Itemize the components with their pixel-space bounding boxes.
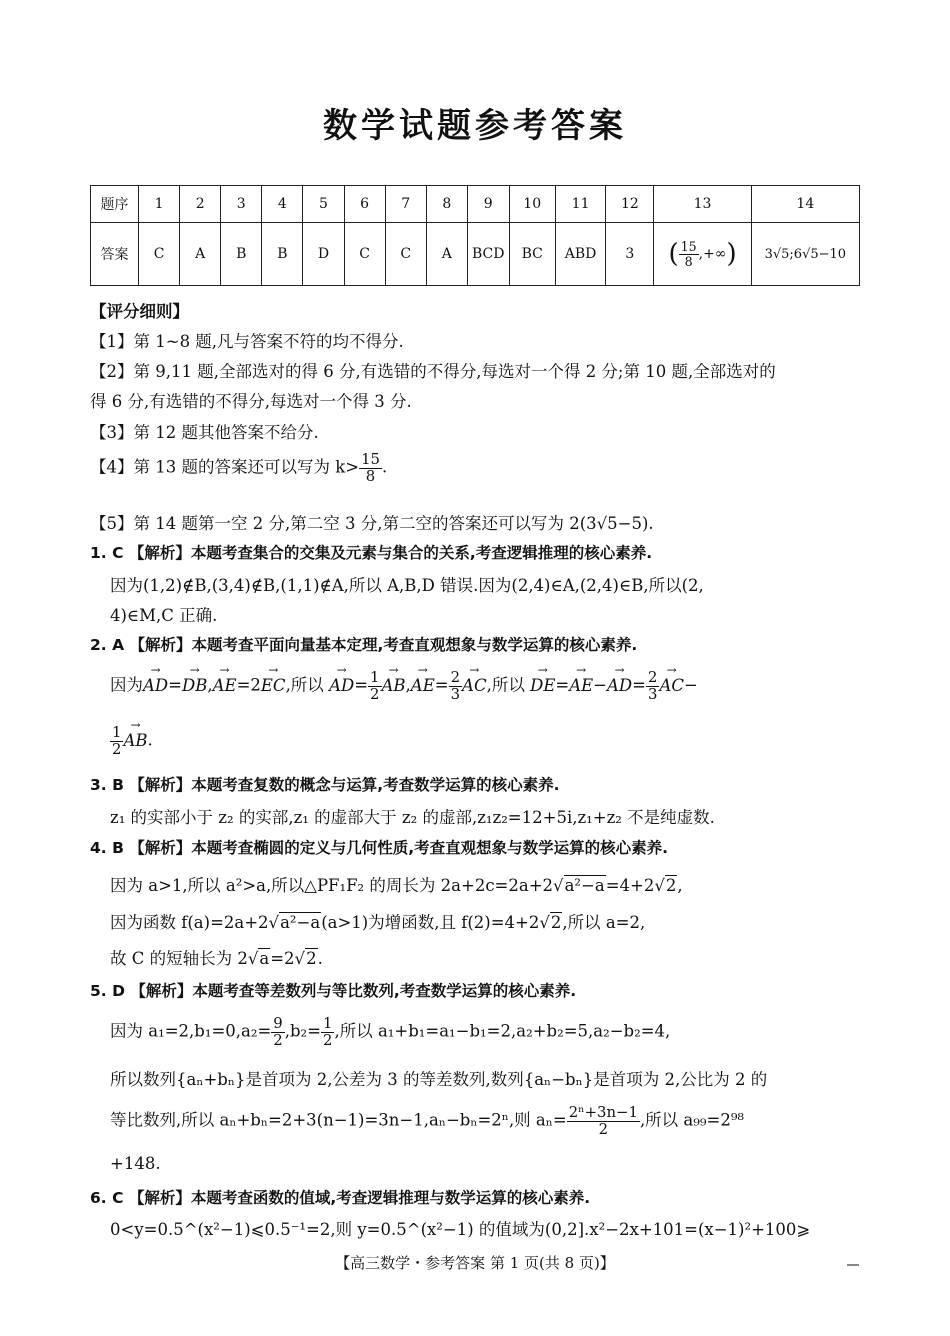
- table-answer-label: 答案: [91, 223, 139, 286]
- answer-table: [90, 185, 860, 286]
- q1-line-2: 4)∈M,C 正确.: [110, 606, 218, 625]
- q2-line-2: $\frac{1}{2}$ AB →.: [110, 725, 153, 757]
- q4-heading: 4. B 【解析】本题考查椭圆的定义与几何性质,考查直观想象与数学运算的核心素养.: [90, 839, 669, 857]
- grading-rule-4: 【4】第 13 题的答案还可以写为 k> $\frac{15}{8}$ .: [90, 450, 388, 485]
- answer-cell: C: [344, 223, 385, 286]
- answer-cell-14: 3√5;6√5−10: [751, 223, 859, 286]
- page-footer: 【高三数学・参考答案 第 1 页(共 8 页)】: [335, 1254, 615, 1272]
- question-number: 1: [139, 186, 180, 223]
- question-number: 10: [509, 186, 555, 223]
- grading-rule-2-cont: 得 6 分,有选错的不得分,每选对一个得 3 分.: [90, 392, 412, 411]
- table-answer-row: [91, 223, 860, 286]
- q3-heading: 3. B 【解析】本题考查复数的概念与运算,考查数学运算的核心素养.: [90, 776, 560, 794]
- q2-line-1: 因为AD →=DB →,AE →=2EC →,所以 AD →= $\frac{1}{2}$ AB →,AE →= $\frac{2}{3}$ AC →,所以 DE →=AE →−AD →= $\frac{2}{3}$ AC →−: [110, 670, 698, 702]
- corner-mark: [847, 1264, 859, 1266]
- q5-line-3: 等比数列,所以 aₙ+bₙ=2+3(n−1)=3n−1,aₙ−bₙ=2ⁿ,则 aₙ= $\frac{\text{2ⁿ+3n−1}}{2}$ ,所以 a₉₉=2⁹⁸: [110, 1103, 745, 1138]
- grading-rule-5: 【5】第 14 题第一空 2 分,第二空 3 分,第二空的答案还可以写为 2(3√5−5).: [90, 514, 654, 533]
- grading-rule-3: 【3】第 12 题其他答案不给分.: [90, 423, 319, 442]
- q1-heading: 1. C 【解析】本题考查集合的交集及元素与集合的关系,考查逻辑推理的核心素养.: [90, 544, 653, 562]
- question-number: 2: [180, 186, 221, 223]
- question-number: 4: [262, 186, 303, 223]
- question-number: 9: [467, 186, 509, 223]
- q1-line-1: 因为(1,2)∉B,(3,4)∉B,(1,1)∉A,所以 A,B,D 错误.因为(2,4)∈A,(2,4)∈B,所以(2,: [110, 576, 704, 595]
- question-number: 5: [303, 186, 344, 223]
- page-title: 数学试题参考答案: [323, 106, 627, 146]
- q5-line-2: 所以数列{aₙ+bₙ}是首项为 2,公差为 3 的等差数列,数列{aₙ−bₙ}是首项为 2,公比为 2 的: [110, 1070, 768, 1089]
- q5-line-4: +148.: [110, 1154, 161, 1173]
- question-number: 12: [606, 186, 654, 223]
- question-number: 14: [751, 186, 859, 223]
- q3-line-1: z₁ 的实部小于 z₂ 的实部,z₁ 的虚部大于 z₂ 的虚部,z₁z₂=12+5i,z₁+z₂ 不是纯虚数.: [110, 808, 715, 827]
- answer-cell: BC: [509, 223, 555, 286]
- q6-heading: 6. C 【解析】本题考查函数的值域,考查逻辑推理与数学运算的核心素养.: [90, 1189, 591, 1207]
- q4-line-1: 因为 a>1,所以 a²>a,所以△PF₁F₂ 的周长为 2a+2c=2a+2√a²−a=4+2√2,: [110, 876, 683, 895]
- answer-cell: C: [139, 223, 180, 286]
- q6-line-1: 0<y=0.5^(x²−1)⩽0.5⁻¹=2,则 y=0.5^(x²−1) 的值域为(0,2].x²−2x+101=(x−1)²+100⩾: [110, 1220, 811, 1239]
- answer-cell-13: ( $\frac{15}{8}$ ,+∞): [654, 223, 751, 286]
- answer-cell: BCD: [467, 223, 509, 286]
- answer-cell: B: [262, 223, 303, 286]
- q4-line-2: 因为函数 f(a)=2a+2√a²−a(a>1)为增函数,且 f(2)=4+2√2,所以 a=2,: [110, 913, 646, 932]
- answer-cell: A: [180, 223, 221, 286]
- table-header-row: [91, 186, 860, 223]
- q5-heading: 5. D 【解析】本题考查等差数列与等比数列,考查数学运算的核心素养.: [90, 982, 577, 1000]
- q2-heading: 2. A 【解析】本题考查平面向量基本定理,考查直观想象与数学运算的核心素养.: [90, 636, 638, 654]
- answer-cell: C: [385, 223, 426, 286]
- answer-cell: ABD: [555, 223, 605, 286]
- table-header-label: 题序: [91, 186, 139, 223]
- answer-cell: D: [303, 223, 344, 286]
- question-number: 11: [555, 186, 605, 223]
- question-number: 13: [654, 186, 751, 223]
- question-number: 3: [221, 186, 262, 223]
- question-number: 8: [426, 186, 467, 223]
- grading-heading: 【评分细则】: [90, 302, 189, 321]
- q4-line-3: 故 C 的短轴长为 2√a=2√2.: [110, 949, 323, 968]
- answer-cell: B: [221, 223, 262, 286]
- answer-cell: 3: [606, 223, 654, 286]
- grading-rule-2: 【2】第 9,11 题,全部选对的得 6 分,有选错的不得分,每选对一个得 2 分;第 10 题,全部选对的: [90, 362, 776, 381]
- q5-line-1: 因为 a₁=2,b₁=0,a₂= $\frac{9}{2}$ ,b₂= $\frac{1}{2}$ ,所以 a₁+b₁=a₁−b₁=2,a₂+b₂=5,a₂−b₂=4,: [110, 1014, 671, 1049]
- question-number: 6: [344, 186, 385, 223]
- question-number: 7: [385, 186, 426, 223]
- grading-rule-1: 【1】第 1~8 题,凡与答案不符的均不得分.: [90, 332, 404, 351]
- answer-cell: A: [426, 223, 467, 286]
